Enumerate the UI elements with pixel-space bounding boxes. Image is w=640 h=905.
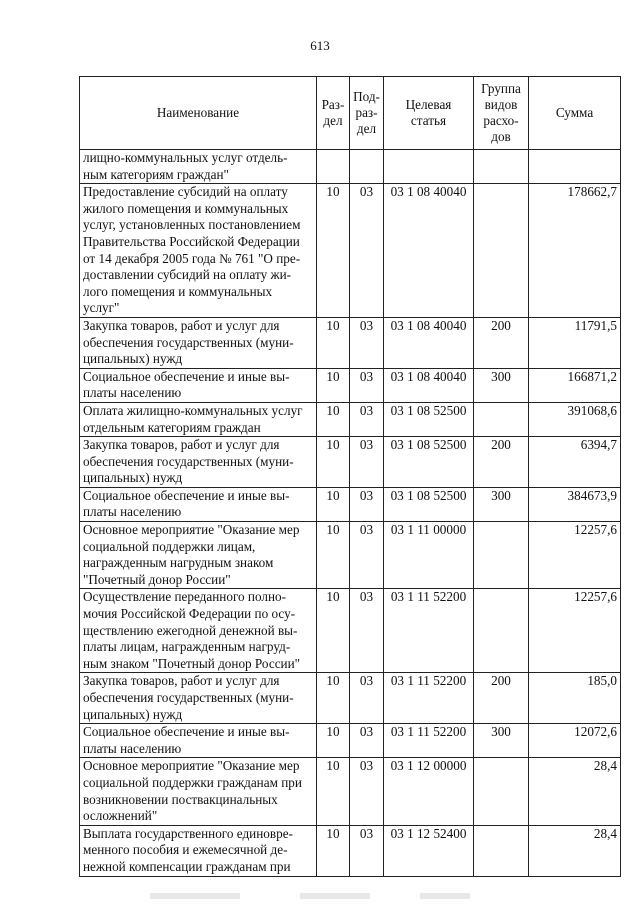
cell-name: Основное мероприятие "Оказание мер социальной поддержки лицам, награжденным нагрудным знаком "Почетный донор России" [80, 522, 317, 589]
cell-expense-group [474, 184, 529, 318]
cell-target-article: 03 1 08 40040 [384, 184, 474, 318]
cell-target-article: 03 1 12 00000 [384, 758, 474, 825]
cell-sum: 28,4 [529, 758, 621, 825]
cell-target-article: 03 1 08 52500 [384, 437, 474, 488]
cell-subsection: 03 [350, 825, 384, 876]
cell-expense-group [474, 589, 529, 673]
cell-section: 10 [317, 402, 350, 436]
cell-target-article: 03 1 11 52200 [384, 589, 474, 673]
table-row [80, 150, 621, 184]
scan-artifact [300, 893, 370, 899]
cell-expense-group: 200 [474, 437, 529, 488]
cell-target-article [384, 150, 474, 184]
cell-sum: 12072,6 [529, 724, 621, 758]
cell-sum: 12257,6 [529, 522, 621, 589]
cell-section: 10 [317, 368, 350, 402]
cell-section: 10 [317, 825, 350, 876]
cell-section: 10 [317, 724, 350, 758]
table-row [80, 368, 621, 402]
cell-expense-group [474, 402, 529, 436]
table-row [80, 184, 621, 318]
cell-target-article: 03 1 11 52200 [384, 673, 474, 724]
table-row [80, 522, 621, 589]
cell-section: 10 [317, 317, 350, 368]
scan-artifact [150, 893, 240, 899]
header-sum: Сумма [529, 77, 621, 150]
table-row [80, 673, 621, 724]
header-subsection: Под- раз- дел [350, 77, 384, 150]
cell-subsection: 03 [350, 673, 384, 724]
table-row [80, 402, 621, 436]
cell-target-article: 03 1 08 40040 [384, 368, 474, 402]
cell-name: Закупка товаров, работ и услуг для обеспечения государственных (муни- ципальных) нужд [80, 437, 317, 488]
cell-name: Оплата жилищно-коммунальных услуг отдельным категориям граждан [80, 402, 317, 436]
table-row [80, 487, 621, 521]
cell-sum: 185,0 [529, 673, 621, 724]
cell-sum: 12257,6 [529, 589, 621, 673]
table-body [80, 150, 621, 877]
cell-sum: 6394,7 [529, 437, 621, 488]
cell-subsection: 03 [350, 368, 384, 402]
cell-target-article: 03 1 08 52500 [384, 487, 474, 521]
cell-expense-group: 200 [474, 673, 529, 724]
cell-name: Основное мероприятие "Оказание мер социальной поддержки гражданам при возникновении поствакцинальных осложнений" [80, 758, 317, 825]
cell-sum: 384673,9 [529, 487, 621, 521]
cell-expense-group [474, 825, 529, 876]
cell-subsection: 03 [350, 724, 384, 758]
cell-name: Социальное обеспечение и иные вы- платы населению [80, 368, 317, 402]
table-row [80, 589, 621, 673]
cell-sum: 391068,6 [529, 402, 621, 436]
cell-section: 10 [317, 184, 350, 318]
cell-section [317, 150, 350, 184]
budget-table [79, 76, 621, 877]
table-row [80, 437, 621, 488]
cell-target-article: 03 1 11 00000 [384, 522, 474, 589]
cell-expense-group: 300 [474, 724, 529, 758]
cell-subsection: 03 [350, 589, 384, 673]
cell-name: Социальное обеспечение и иные вы- платы населению [80, 487, 317, 521]
cell-target-article: 03 1 12 52400 [384, 825, 474, 876]
cell-name: Социальное обеспечение и иные вы- платы населению [80, 724, 317, 758]
cell-sum: 11791,5 [529, 317, 621, 368]
scan-artifact [420, 893, 470, 899]
cell-sum: 166871,2 [529, 368, 621, 402]
cell-name: Предоставление субсидий на оплату жилого помещения и коммунальных услуг, установленных постановлением Правительства Российской Федерации от 14 декабря 2005 года № 761 "О пре- доставлении субсидий на оплату жи- лого помещения и коммунальных услуг" [80, 184, 317, 318]
cell-section: 10 [317, 673, 350, 724]
cell-subsection: 03 [350, 758, 384, 825]
cell-name: Закупка товаров, работ и услуг для обеспечения государственных (муни- ципальных) нужд [80, 317, 317, 368]
cell-subsection: 03 [350, 437, 384, 488]
cell-expense-group: 300 [474, 368, 529, 402]
cell-target-article: 03 1 08 52500 [384, 402, 474, 436]
page-number: 613 [310, 38, 330, 53]
cell-target-article: 03 1 08 40040 [384, 317, 474, 368]
table-row [80, 758, 621, 825]
cell-expense-group: 300 [474, 487, 529, 521]
cell-section: 10 [317, 589, 350, 673]
cell-subsection: 03 [350, 184, 384, 318]
header-expense-group: Группа видов расхо- дов [474, 77, 529, 150]
cell-subsection: 03 [350, 402, 384, 436]
cell-subsection: 03 [350, 487, 384, 521]
cell-expense-group: 200 [474, 317, 529, 368]
cell-name: Закупка товаров, работ и услуг для обеспечения государственных (муни- ципальных) нужд [80, 673, 317, 724]
cell-target-article: 03 1 11 52200 [384, 724, 474, 758]
cell-sum: 178662,7 [529, 184, 621, 318]
cell-name: Осуществление переданного полно- мочия Российской Федерации по осу- ществлению ежегодной денежной вы- платы лицам, награжденным нагруд- ным знаком "Почетный донор России" [80, 589, 317, 673]
cell-subsection: 03 [350, 317, 384, 368]
table-header-row [80, 77, 621, 150]
table-row [80, 825, 621, 876]
header-name: Наименование [80, 77, 317, 150]
cell-section: 10 [317, 437, 350, 488]
cell-subsection: 03 [350, 522, 384, 589]
header-target-article: Целевая статья [384, 77, 474, 150]
table-row [80, 317, 621, 368]
cell-section: 10 [317, 487, 350, 521]
cell-name: лищно-коммунальных услуг отдель- ным категориям граждан" [80, 150, 317, 184]
cell-expense-group [474, 758, 529, 825]
cell-section: 10 [317, 522, 350, 589]
table-row [80, 724, 621, 758]
cell-expense-group [474, 522, 529, 589]
cell-section: 10 [317, 758, 350, 825]
cell-name: Выплата государственного единовре- менного пособия и ежемесячной де- нежной компенсации гражданам при [80, 825, 317, 876]
cell-subsection [350, 150, 384, 184]
cell-sum [529, 150, 621, 184]
header-section: Раз- дел [317, 77, 350, 150]
cell-sum: 28,4 [529, 825, 621, 876]
cell-expense-group [474, 150, 529, 184]
